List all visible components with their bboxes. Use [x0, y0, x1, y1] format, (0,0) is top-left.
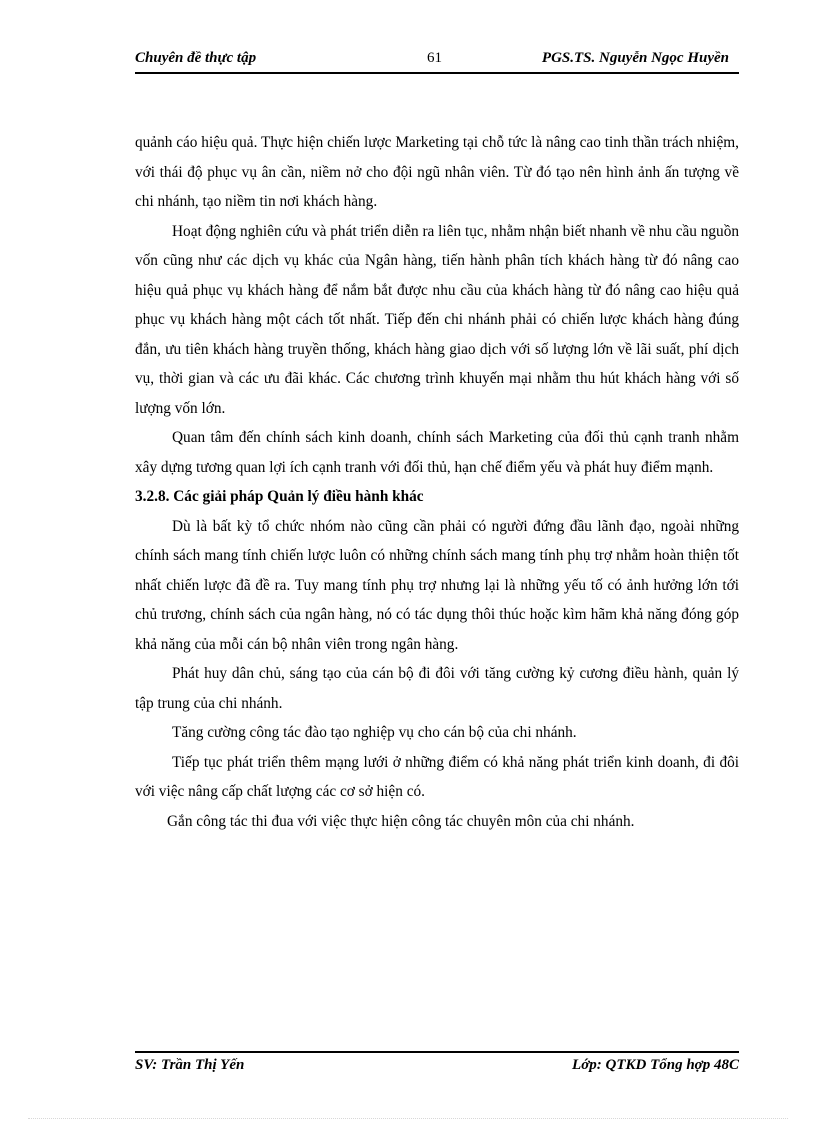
footer-student: SV: Trần Thị Yến	[135, 1057, 245, 1073]
footer-class: Lớp: QTKD Tổng hợp 48C	[572, 1057, 739, 1073]
page-header	[135, 46, 739, 74]
paragraph-4: Dù là bất kỳ tổ chức nhóm nào cũng cần phải có người đứng đầu lãnh đạo, ngoài những chính sách mang tính chiến lược luôn có những chính sách mang tính phụ trợ nhằm hoàn thiện tốt nhất chiến lược đã đề ra. Tuy mang tính phụ trợ nhưng lại là những yếu tố có ảnh hưởng lớn tới chủ trương, chính sách của ngân hàng, nó có tác dụng thôi thúc hoặc kìm hãm khả năng đóng góp khả năng của mỗi cán bộ nhân viên trong ngân hàng.	[135, 517, 739, 653]
paragraph-6: Tăng cường công tác đào tạo nghiệp vụ cho cán bộ của chi nhánh.	[172, 724, 577, 741]
paragraph-5: Phát huy dân chủ, sáng tạo của cán bộ đi đôi với tăng cường kỷ cương điều hành, quản lý tập trung của chi nhánh.	[135, 665, 739, 712]
paragraph-8: Gắn công tác thi đua với việc thực hiện công tác chuyên môn của chi nhánh.	[167, 812, 635, 830]
page-footer	[135, 1051, 739, 1077]
header-author: PGS.TS. Nguyễn Ngọc Huyền	[541, 50, 729, 66]
page-number: 61	[427, 50, 442, 66]
paragraph-2: Hoạt động nghiên cứu và phát triển diễn ra liên tục, nhằm nhận biết nhanh về nhu cầu nguồn vốn cũng như các dịch vụ khác của Ngân hàng, tiến hành phân tích khách hàng từ đó nâng cao hiệu quả phục vụ khách hàng để nắm bắt được nhu cầu của khách hàng từ đó nâng cao hiệu quả phục vụ khách hàng một cách tốt nhất. Tiếp đến chi nhánh phải có chiến lược khách hàng đúng đắn, ưu tiên khách hàng truyền thống, khách hàng giao dịch với số lượng lớn về lãi suất, phí dịch vụ, thời gian và các ưu đãi khác. Các chương trình khuyến mại nhằm thu hút khách hàng với số lượng vốn lớn.	[135, 222, 739, 417]
section-heading: 3.2.8. Các giải pháp Quản lý điều hành khác	[135, 488, 424, 505]
document-body	[135, 128, 739, 836]
paragraph-7: Tiếp tục phát triển thêm mạng lưới ở những điểm có khả năng phát triển kinh doanh, đi đôi với việc nâng cấp chất lượng các cơ sở hiện có.	[135, 753, 739, 800]
page-edge-divider	[28, 1118, 788, 1119]
header-title: Chuyên đề thực tập	[135, 50, 257, 66]
paragraph-1: quảnh cáo hiệu quả. Thực hiện chiến lược Marketing tại chỗ tức là nâng cao tinh thần trách nhiệm, với thái độ phục vụ ân cần, niềm nở cho đội ngũ nhân viên. Từ đó tạo nên hình ảnh ấn tượng về chi nhánh, tạo niềm tin nơi khách hàng.	[135, 134, 739, 210]
paragraph-3: Quan tâm đến chính sách kinh doanh, chính sách Marketing của đối thủ cạnh tranh nhằm xây dựng tương quan lợi ích cạnh tranh với đối thủ, hạn chế điểm yếu và phát huy điểm mạnh.	[135, 429, 739, 476]
